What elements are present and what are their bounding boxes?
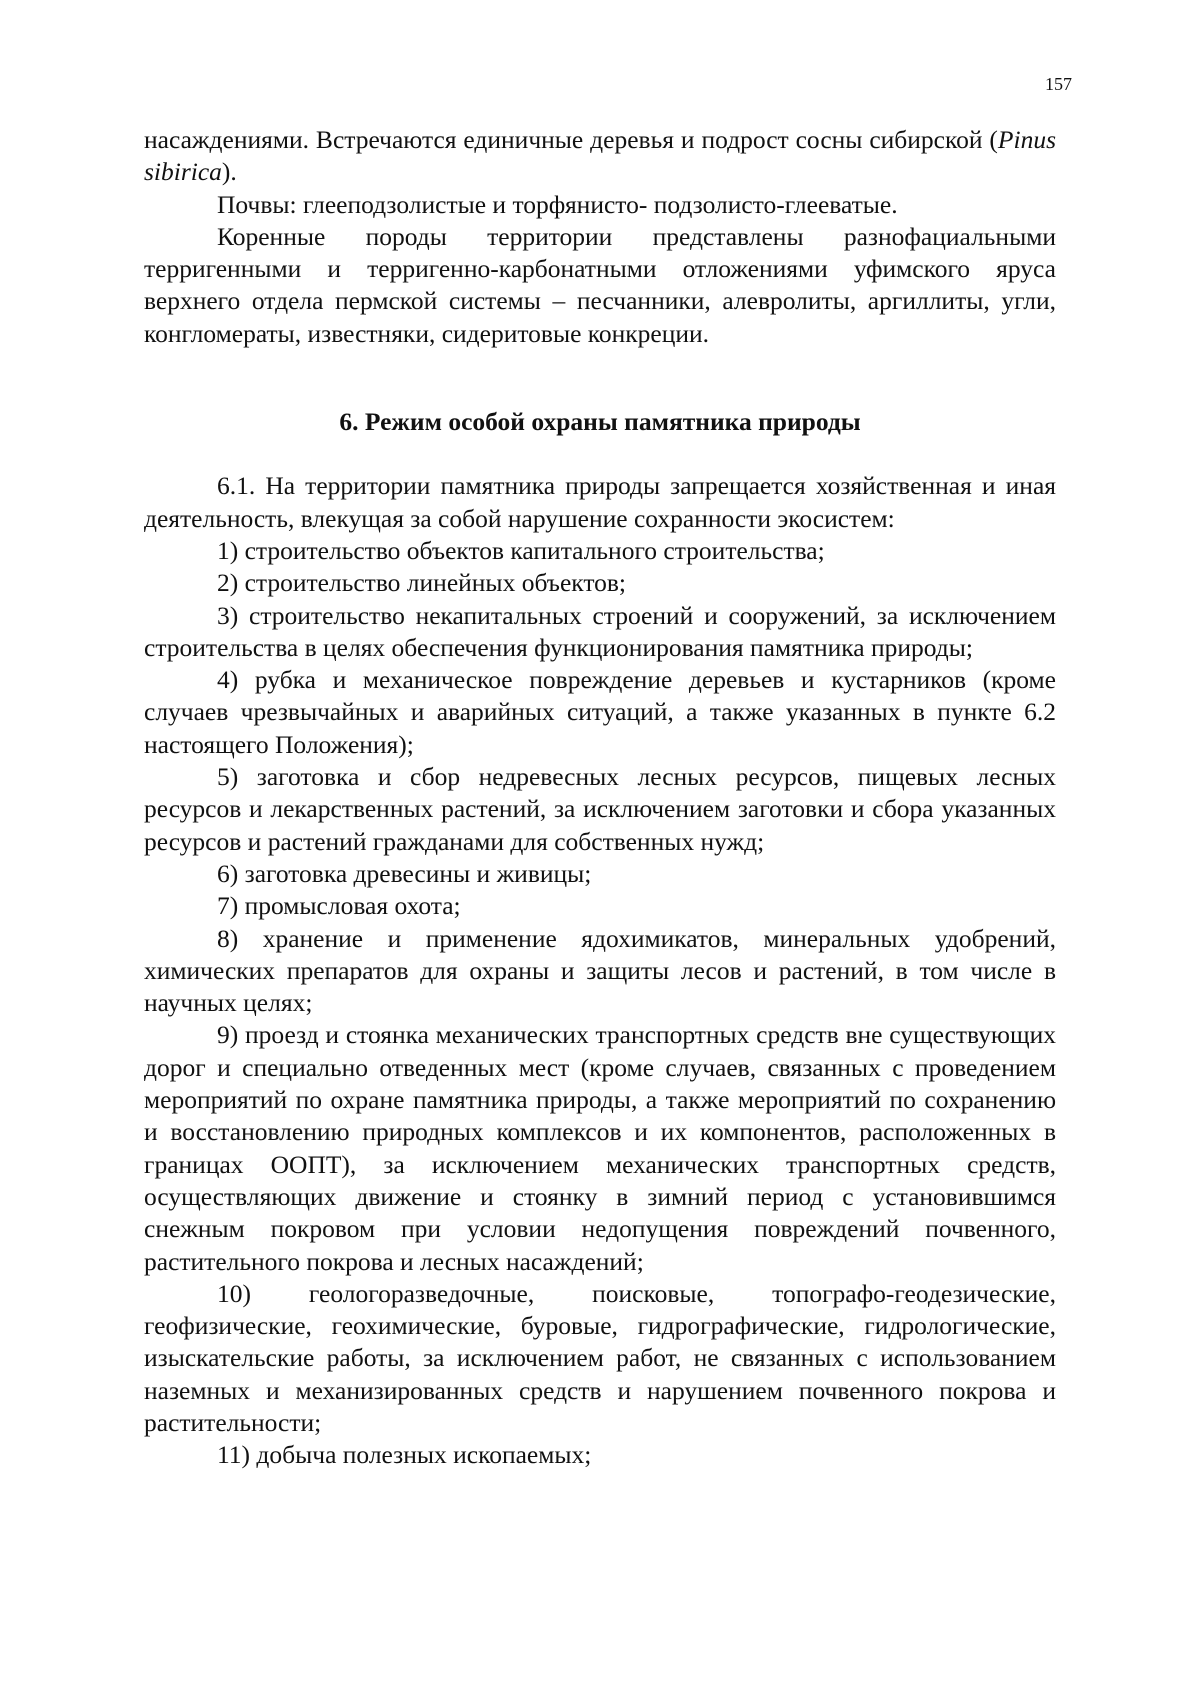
list-item: 11) добыча полезных ископаемых;: [217, 1440, 592, 1470]
list-item: 5) заготовка и сбор недревесных лесных ресурсов, пищевых лесных ресурсов и лекарственных растений, за исключением заготовки и сбора указанных ресурсов и растений гражданами для собственных нужд;: [144, 762, 1056, 856]
list-item: 6) заготовка древесины и живицы;: [217, 858, 592, 888]
intro-text-a: насаждениями. Встречаются единичные деревья и подрост сосны сибирской (: [144, 125, 998, 154]
intro-text-b: ).: [221, 157, 237, 187]
list-item: 7) промысловая охота;: [217, 891, 461, 921]
bedrock-paragraph: Коренные породы территории представлены разнофациальными терригенными и терригенно-карбонатными отложениями уфимского яруса верхнего отдела пермской системы – песчанники, алевролиты, аргиллиты, угли, конгломераты, известняки, сидеритовые конкреции.: [144, 221, 1056, 348]
species-latin-name: Pinus sibirica: [144, 125, 1056, 187]
page-content: [144, 124, 1056, 1472]
list-item: 9) проезд и стоянка механических транспортных средств вне существующих дорог и специально отведенных мест (кроме случаев, связанных с проведением мероприятий по охране памятника природы, а также мероприятий по сохранению и восстановлению природных комплексов и их компонентов, расположенных в границах ООПТ), за исключением механических транспортных средств, осуществляющих движение и стоянку в зимний период с установившимся снежным покровом при условии недопущения повреждений почвенного, растительного покрова и лесных насаждений;: [144, 1020, 1056, 1276]
list-item: 2) строительство линейных объектов;: [217, 568, 627, 598]
clause-6-1: 6.1. На территории памятника природы запрещается хозяйственная и иная деятельность, влекущая за собой нарушение сохранности экосистем:: [144, 471, 1056, 533]
list-item: 10) геологоразведочные, поисковые, топографо-геодезические, геофизические, геохимические, буровые, гидрографические, гидрологические, изыскательские работы, за исключением работ, не связанных с использованием наземных и механизированных средств и нарушением почвенного покрова и растительности;: [144, 1278, 1056, 1437]
section-heading: 6. Режим особой охраны памятника природы: [339, 407, 861, 437]
soils-paragraph: Почвы: глееподзолистые и торфянисто- подзолисто-глееватые.: [217, 189, 898, 219]
list-item: 4) рубка и механическое повреждение деревьев и кустарников (кроме случаев чрезвычайных и аварийных ситуаций, а также указанных в пункте 6.2 настоящего Положения);: [144, 665, 1056, 759]
list-item: 1) строительство объектов капитального строительства;: [217, 535, 825, 565]
list-item: 8) хранение и применение ядохимикатов, минеральных удобрений, химических препаратов для охраны и защиты лесов и растений, в том числе в научных целях;: [144, 923, 1056, 1018]
intro-paragraph-1: [144, 124, 1056, 189]
page-number: 157: [1045, 74, 1072, 94]
list-item: 3) строительство некапитальных строений и сооружений, за исключением строительства в целях обеспечения функционирования памятника природы;: [144, 600, 1056, 662]
